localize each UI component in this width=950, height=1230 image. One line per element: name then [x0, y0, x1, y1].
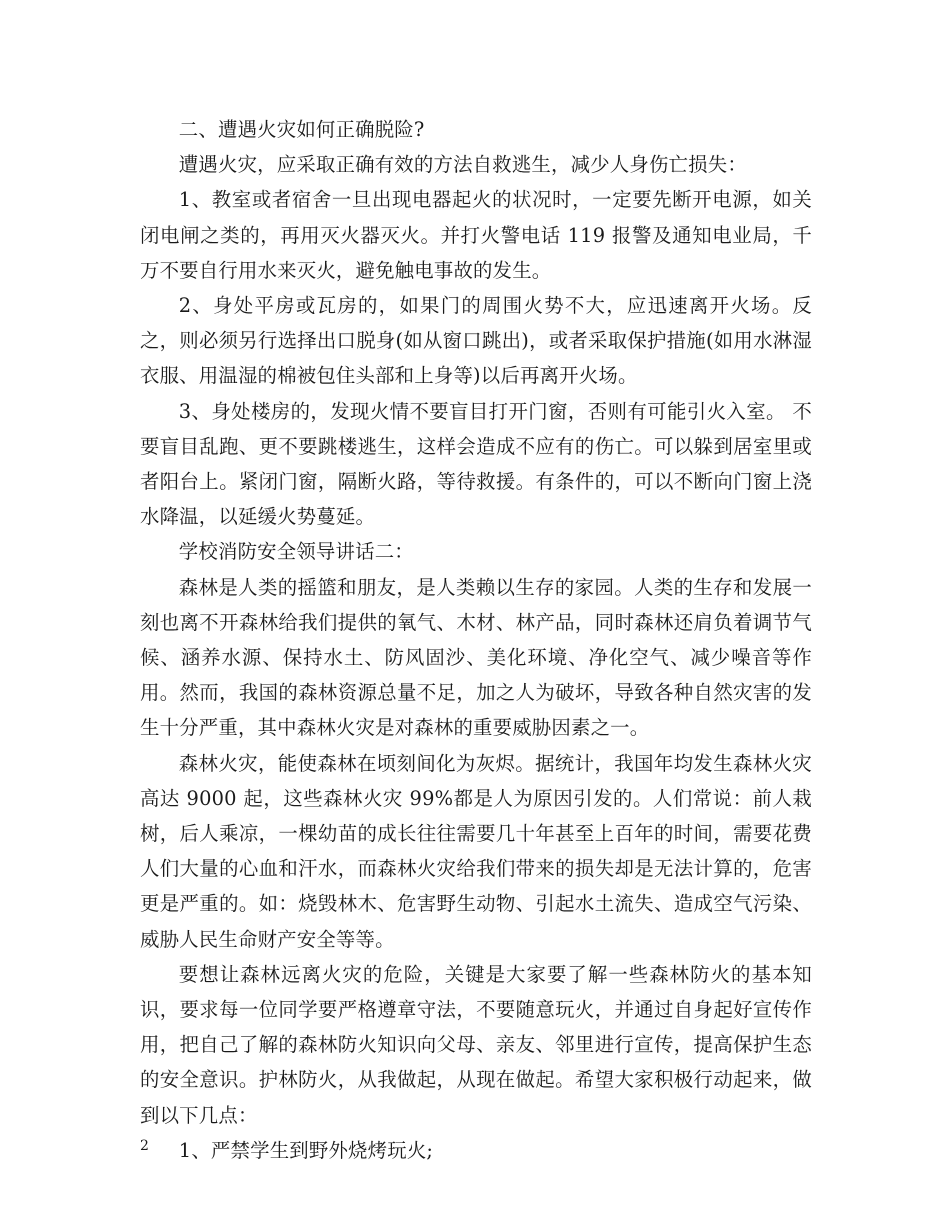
paragraph: 2、身处平房或瓦房的，如果门的周围火势不大，应迅速离开火场。反之，则必须另行选择出口脱身(如从窗口跳出)，或者采取保护措施(如用水淋湿衣服、用温湿的棉被包住头部和上身等)以后再离开火场。 [140, 294, 812, 388]
paragraph: 1、严禁学生到野外烧烤玩火; [178, 1138, 434, 1162]
paragraph: 遭遇火灾，应采取正确有效的方法自救逃生，减少人身伤亡损失： [178, 153, 747, 177]
paragraph: 森林是人类的摇篮和朋友，是人类赖以生存的家园。人类的生存和发展一刻也离不开森林给我们提供的氧气、木材、林产品，同时森林还肩负着调节气候、涵养水源、保持水土、防风固沙、美化环境、净化空气、减少噪音等作用。然而，我国的森林资源总量不足，加之人为破坏，导致各种自然灾害的发生十分严重，其中森林火灾是对森林的重要威胁因素之一。 [140, 575, 812, 740]
paragraph: 森林火灾，能使森林在顷刻间化为灰烬。据统计，我国年均发生森林火灾高达 9000 起，这些森林火灾 99%都是人为原因引发的。人们常说：前人栽树，后人乘凉，一棵幼苗的成长往往需要几十年甚至上百年的时间，需要花费人们大量的心血和汗水，而森林火灾给我们带来的损失却是无法计算的，危害更是严重的。如：烧毁林木、危害野生动物、引起水土流失、造成空气污染、威胁人民生命财产安全等等。 [140, 751, 812, 951]
paragraph: 3、身处楼房的，发现火情不要盲目打开门窗，否则有可能引火入室。 不要盲目乱跑、更不要跳楼逃生，这样会造成不应有的伤亡。可以躲到居室里或者阳台上。紧闭门窗，隔断火路，等待救援。有条件的，可以不断向门窗上浇水降温，以延缓火势蔓延。 [140, 399, 812, 529]
paragraph: 要想让森林远离火灾的危险，关键是大家要了解一些森林防火的基本知识，要求每一位同学要严格遵章守法，不要随意玩火，并通过自身起好宣传作用，把自己了解的森林防火知识向父母、亲友、邻里进行宣传，提高保护生态的安全意识。护林防火，从我做起，从现在做起。希望大家积极行动起来，做到以下几点： [140, 962, 812, 1127]
section-heading: 学校消防安全领导讲话二： [178, 540, 414, 564]
section-heading: 二、遭遇火灾如何正确脱险? [178, 118, 425, 141]
page-number: 2 [140, 1138, 149, 1154]
paragraph: 1、教室或者宿舍一旦出现电器起火的状况时，一定要先断开电源，如关闭电闸之类的，再用灭火器灭火。并打火警电话 119 报警及通知电业局，千万不要自行用水来灭火，避免触电事故的发生。 [140, 188, 812, 282]
document-body [140, 112, 812, 1168]
